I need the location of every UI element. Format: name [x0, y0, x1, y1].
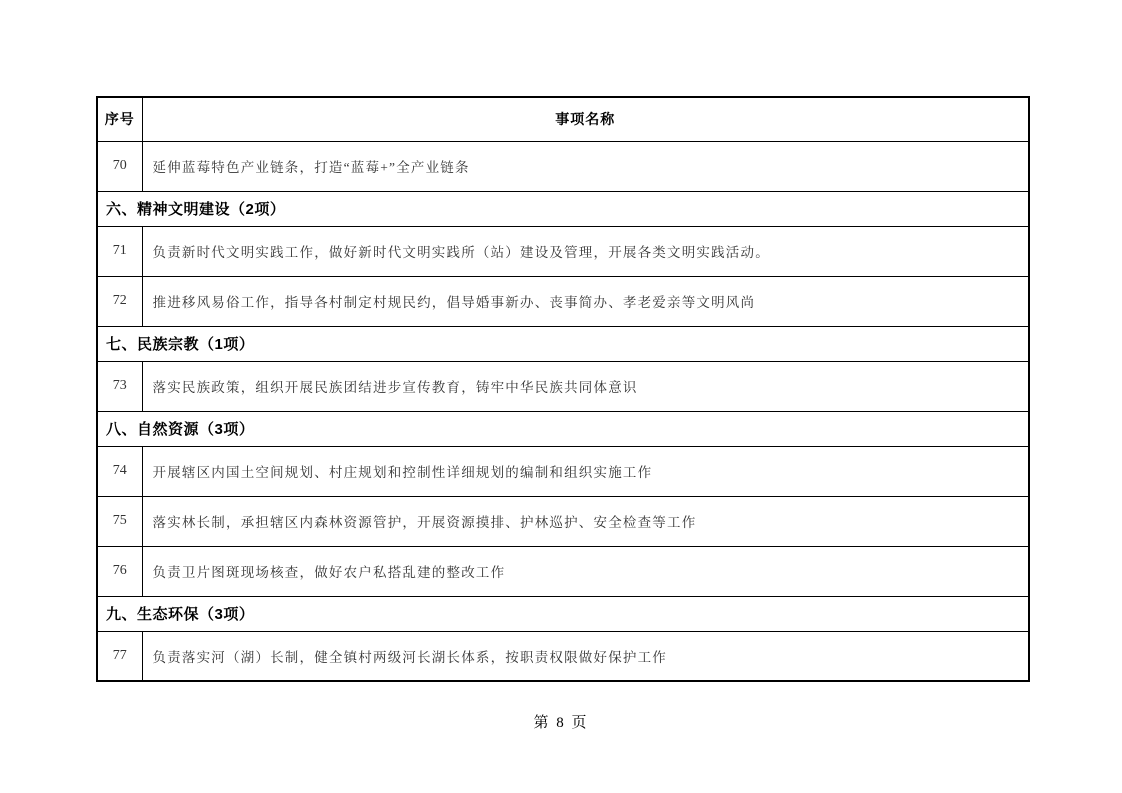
item-text: 推进移风易俗工作，指导各村制定村规民约，倡导婚事新办、丧事简办、孝老爱亲等文明风尚	[142, 276, 1029, 326]
item-number: 77	[97, 631, 142, 681]
item-number: 73	[97, 361, 142, 411]
item-row	[97, 361, 1029, 411]
section-title: 六、精神文明建设（2项）	[97, 191, 1029, 226]
table-body	[97, 141, 1029, 681]
item-text: 负责新时代文明实践工作，做好新时代文明实践所（站）建设及管理，开展各类文明实践活动。	[142, 226, 1029, 276]
items-table	[96, 96, 1030, 682]
item-row	[97, 226, 1029, 276]
item-number: 71	[97, 226, 142, 276]
page-number: 第 8 页	[533, 715, 589, 731]
item-number: 72	[97, 276, 142, 326]
section-title: 八、自然资源（3项）	[97, 411, 1029, 446]
section-row	[97, 411, 1029, 446]
section-title: 九、生态环保（3项）	[97, 596, 1029, 631]
item-row	[97, 446, 1029, 496]
item-row	[97, 631, 1029, 681]
item-text: 延伸蓝莓特色产业链条，打造“蓝莓+”全产业链条	[142, 141, 1029, 191]
item-text: 负责卫片图斑现场核查，做好农户私搭乱建的整改工作	[142, 546, 1029, 596]
section-row	[97, 326, 1029, 361]
section-row	[97, 191, 1029, 226]
section-row	[97, 596, 1029, 631]
column-header-item-name: 事项名称	[142, 97, 1029, 141]
item-text: 负责落实河（湖）长制，健全镇村两级河长湖长体系，按职责权限做好保护工作	[142, 631, 1029, 681]
item-text: 落实林长制，承担辖区内森林资源管护，开展资源摸排、护林巡护、安全检查等工作	[142, 496, 1029, 546]
item-row	[97, 141, 1029, 191]
item-number: 75	[97, 496, 142, 546]
table-header-row	[97, 97, 1029, 141]
item-row	[97, 496, 1029, 546]
item-row	[97, 276, 1029, 326]
item-number: 74	[97, 446, 142, 496]
item-number: 76	[97, 546, 142, 596]
column-header-serial-number: 序号	[97, 97, 142, 141]
section-title: 七、民族宗教（1项）	[97, 326, 1029, 361]
item-row	[97, 546, 1029, 596]
item-number: 70	[97, 141, 142, 191]
item-text: 落实民族政策，组织开展民族团结进步宣传教育，铸牢中华民族共同体意识	[142, 361, 1029, 411]
item-text: 开展辖区内国土空间规划、村庄规划和控制性详细规划的编制和组织实施工作	[142, 446, 1029, 496]
